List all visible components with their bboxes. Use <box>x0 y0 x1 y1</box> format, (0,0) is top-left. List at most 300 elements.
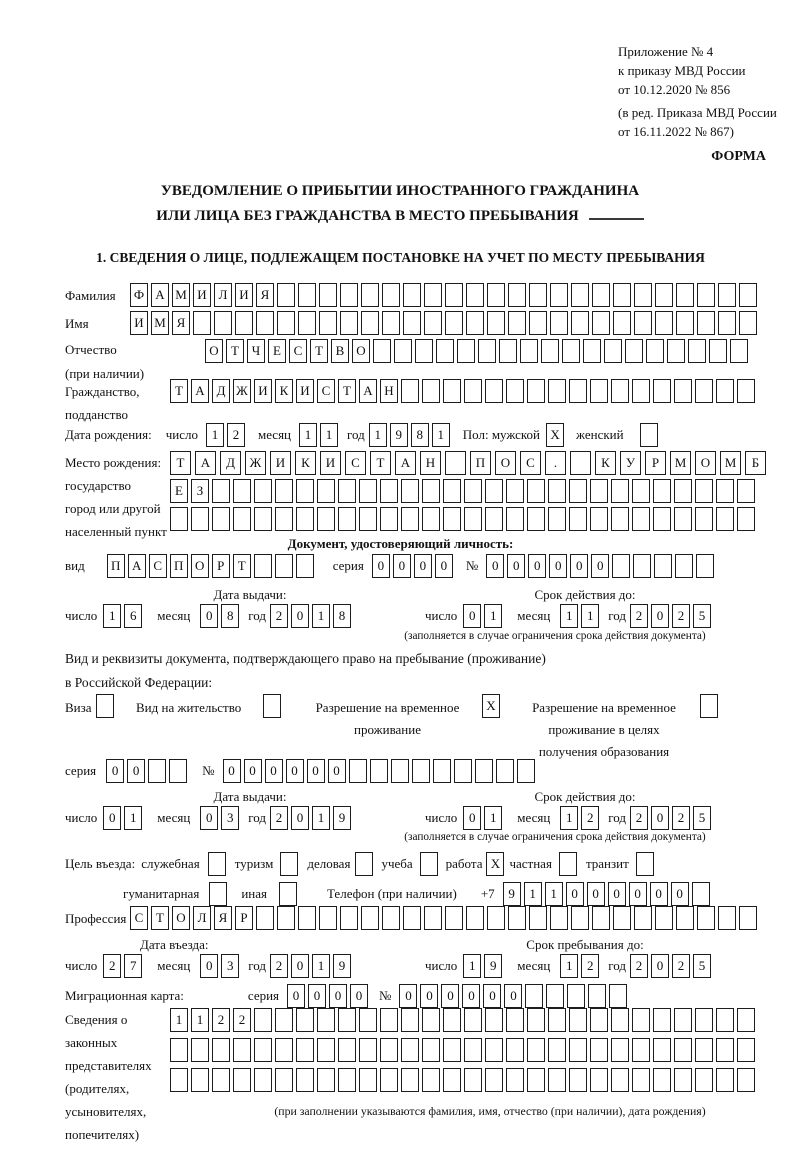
char-cell <box>716 1008 734 1032</box>
char-cell <box>464 479 482 503</box>
char-cell <box>529 283 547 307</box>
char-cell: 2 <box>630 954 648 978</box>
representatives-label3: представителях <box>65 1058 152 1073</box>
char-cell: Т <box>226 339 244 363</box>
char-cell: 0 <box>463 604 481 628</box>
char-cell <box>674 1068 692 1092</box>
month-label: месяц <box>517 958 551 973</box>
purpose-sluzhebnaya-checkbox <box>208 852 226 876</box>
char-cell <box>317 1008 335 1032</box>
birth-place-row1-cells <box>170 451 770 475</box>
entry-purpose-row <box>65 852 657 876</box>
representatives-row3-cells <box>170 1068 758 1092</box>
char-cell <box>401 1008 419 1032</box>
char-cell: М <box>151 311 169 335</box>
permit-issue-date <box>65 806 354 830</box>
char-cell <box>424 906 442 930</box>
char-cell: 2 <box>672 954 690 978</box>
char-cell: 2 <box>233 1008 251 1032</box>
char-cell <box>592 311 610 335</box>
char-cell <box>445 283 463 307</box>
char-cell: М <box>670 451 691 475</box>
char-cell <box>674 1038 692 1062</box>
day-label: число <box>425 608 458 623</box>
birth-place-label3: город или другой <box>65 501 161 516</box>
char-cell <box>697 906 715 930</box>
doc-issue-month-cells <box>200 604 242 628</box>
char-cell <box>445 451 466 475</box>
char-cell <box>319 906 337 930</box>
series-label: серия <box>332 558 364 573</box>
char-cell <box>496 759 514 783</box>
char-cell <box>653 1068 671 1092</box>
char-cell: Л <box>193 906 211 930</box>
char-cell <box>655 311 673 335</box>
char-cell <box>275 1038 293 1062</box>
char-cell <box>445 906 463 930</box>
char-cell <box>443 1068 461 1092</box>
appendix-line: к приказу МВД России <box>618 63 746 78</box>
char-cell <box>254 1008 272 1032</box>
char-cell <box>391 759 409 783</box>
char-cell: 1 <box>432 423 450 447</box>
char-cell: Ф <box>130 283 148 307</box>
char-cell: 0 <box>570 554 588 578</box>
year-label: год <box>608 608 627 623</box>
stay-until-title: Срок пребывания до: <box>526 937 644 952</box>
char-cell <box>256 311 274 335</box>
char-cell: 1 <box>103 604 121 628</box>
char-cell <box>349 759 367 783</box>
char-cell <box>634 283 652 307</box>
char-cell: Ж <box>245 451 266 475</box>
char-cell: 0 <box>308 984 326 1008</box>
char-cell <box>737 1008 755 1032</box>
temp-residence-edu-line2: проживание в целях <box>548 722 660 737</box>
char-cell <box>443 379 461 403</box>
patronymic-cells <box>205 339 751 363</box>
char-cell: 0 <box>441 984 459 1008</box>
char-cell <box>170 507 188 531</box>
char-cell <box>212 479 230 503</box>
char-cell: 0 <box>328 759 346 783</box>
char-cell: 0 <box>291 954 309 978</box>
char-cell <box>233 507 251 531</box>
entry-purpose-row2 <box>123 882 713 906</box>
char-cell <box>632 1038 650 1062</box>
migration-card-label: Миграционная карта: <box>65 988 184 1003</box>
char-cell <box>359 479 377 503</box>
char-cell <box>697 311 715 335</box>
char-cell <box>567 984 585 1008</box>
char-cell <box>604 339 622 363</box>
char-cell: О <box>495 451 516 475</box>
month-label: месяц <box>257 427 292 442</box>
char-cell: И <box>320 451 341 475</box>
char-cell <box>550 906 568 930</box>
permit-issue-day-cells <box>103 806 145 830</box>
char-cell <box>508 906 526 930</box>
char-cell <box>466 906 484 930</box>
char-cell <box>676 906 694 930</box>
char-cell <box>548 479 566 503</box>
char-cell <box>233 1068 251 1092</box>
char-cell <box>506 1068 524 1092</box>
char-cell <box>625 339 643 363</box>
purpose-delovaya-checkbox <box>355 852 373 876</box>
stay-month-cells <box>560 954 602 978</box>
char-cell <box>254 1068 272 1092</box>
year-label: год <box>347 427 365 442</box>
year-label: год <box>608 810 627 825</box>
char-cell: Т <box>370 451 391 475</box>
representatives-label1: Сведения о <box>65 1012 128 1027</box>
char-cell: Л <box>214 283 232 307</box>
char-cell <box>634 906 652 930</box>
char-cell <box>632 379 650 403</box>
char-cell <box>548 1038 566 1062</box>
char-cell <box>653 507 671 531</box>
year-label: год <box>248 608 267 623</box>
phone-cells <box>503 882 713 906</box>
char-cell: 2 <box>672 604 690 628</box>
char-cell <box>632 1068 650 1092</box>
char-cell: Д <box>212 379 230 403</box>
char-cell <box>654 554 672 578</box>
char-cell <box>674 507 692 531</box>
char-cell: Р <box>212 554 230 578</box>
char-cell: О <box>191 554 209 578</box>
char-cell <box>613 283 631 307</box>
char-cell: 0 <box>608 882 626 906</box>
char-cell <box>634 311 652 335</box>
char-cell: 0 <box>651 806 669 830</box>
char-cell <box>401 1068 419 1092</box>
doc-issue-date <box>65 604 354 628</box>
char-cell <box>256 906 274 930</box>
permit-expiry-month-cells <box>560 806 602 830</box>
char-cell: М <box>172 283 190 307</box>
char-cell <box>424 283 442 307</box>
form-title-line2 <box>55 204 745 226</box>
char-cell <box>653 1008 671 1032</box>
stay-year-cells <box>630 954 714 978</box>
char-cell <box>338 507 356 531</box>
char-cell <box>457 339 475 363</box>
char-cell <box>653 1038 671 1062</box>
char-cell <box>737 379 755 403</box>
char-cell: 0 <box>566 882 584 906</box>
char-cell <box>422 1038 440 1062</box>
citizenship-cells <box>170 379 758 403</box>
residence-permit-label: Вид на жительство <box>136 700 242 715</box>
birth-place-row3-cells <box>170 507 758 531</box>
char-cell <box>485 1008 503 1032</box>
char-cell: 8 <box>333 604 351 628</box>
char-cell: 5 <box>693 954 711 978</box>
char-cell: 5 <box>693 604 711 628</box>
form-label: ФОРМА <box>711 149 766 164</box>
char-cell: 1 <box>124 806 142 830</box>
char-cell <box>525 984 543 1008</box>
char-cell: Е <box>268 339 286 363</box>
char-cell <box>695 479 713 503</box>
char-cell <box>632 1008 650 1032</box>
day-label: число <box>425 958 458 973</box>
char-cell: О <box>352 339 370 363</box>
doc-issue-day-cells <box>103 604 145 628</box>
char-cell <box>499 339 517 363</box>
doc-issue-year-cells <box>270 604 354 628</box>
char-cell <box>443 507 461 531</box>
appendix-line: от 10.12.2020 № 856 <box>618 82 731 97</box>
char-cell <box>382 311 400 335</box>
char-cell: П <box>170 554 188 578</box>
char-cell: 1 <box>312 604 330 628</box>
char-cell: Т <box>151 906 169 930</box>
char-cell: И <box>193 283 211 307</box>
representatives-note: (при заполнении указываются фамилия, имя, отчество (при наличии), дата рождения) <box>274 1104 706 1118</box>
char-cell: 0 <box>414 554 432 578</box>
char-cell: 1 <box>484 604 502 628</box>
char-cell <box>443 1008 461 1032</box>
char-cell <box>170 1038 188 1062</box>
char-cell <box>527 1038 545 1062</box>
citizenship-label: Гражданство, <box>65 384 140 399</box>
temp-residence-label <box>295 697 480 741</box>
sex-female-checkbox <box>640 423 658 447</box>
birth-place-row2-cells <box>170 479 758 503</box>
char-cell <box>716 1068 734 1092</box>
char-cell <box>296 1038 314 1062</box>
char-cell <box>445 311 463 335</box>
char-cell <box>613 311 631 335</box>
char-cell <box>611 479 629 503</box>
patronymic-label2: (при наличии) <box>65 366 145 381</box>
char-cell <box>170 1068 188 1092</box>
char-cell: 1 <box>524 882 542 906</box>
char-cell <box>254 479 272 503</box>
char-cell <box>737 479 755 503</box>
purpose-inaya-label: иная <box>241 886 267 901</box>
char-cell <box>588 984 606 1008</box>
stay-day-cells <box>463 954 505 978</box>
char-cell <box>571 311 589 335</box>
char-cell: С <box>520 451 541 475</box>
char-cell <box>569 1068 587 1092</box>
char-cell <box>478 339 496 363</box>
char-cell <box>296 507 314 531</box>
char-cell <box>380 507 398 531</box>
char-cell <box>695 379 713 403</box>
birth-place-label2: государство <box>65 478 131 493</box>
char-cell: Я <box>256 283 274 307</box>
char-cell <box>361 283 379 307</box>
char-cell: 0 <box>286 759 304 783</box>
char-cell <box>548 1068 566 1092</box>
char-cell <box>695 1038 713 1062</box>
char-cell: С <box>317 379 335 403</box>
residence-series-row <box>65 759 538 783</box>
char-cell: 0 <box>350 984 368 1008</box>
char-cell <box>609 984 627 1008</box>
char-cell <box>340 906 358 930</box>
purpose-turizm-label: туризм <box>234 856 274 871</box>
char-cell <box>487 906 505 930</box>
char-cell <box>466 311 484 335</box>
appendix-note <box>618 42 777 141</box>
birth-place-label4: населенный пункт <box>65 524 167 539</box>
char-cell <box>674 379 692 403</box>
migration-series-cells <box>287 984 371 1008</box>
char-cell <box>653 379 671 403</box>
char-cell: 1 <box>484 806 502 830</box>
char-cell: 0 <box>223 759 241 783</box>
char-cell: 1 <box>312 954 330 978</box>
birth-month-cells <box>299 423 341 447</box>
char-cell: 1 <box>312 806 330 830</box>
char-cell: 1 <box>581 604 599 628</box>
char-cell: . <box>545 451 566 475</box>
char-cell <box>550 283 568 307</box>
char-cell <box>485 379 503 403</box>
char-cell <box>676 283 694 307</box>
purpose-gumanitarnaya-label: гуманитарная <box>123 886 200 901</box>
char-cell: П <box>107 554 125 578</box>
char-cell <box>422 379 440 403</box>
char-cell: 2 <box>672 806 690 830</box>
char-cell <box>193 311 211 335</box>
char-cell <box>739 283 757 307</box>
char-cell: 1 <box>545 882 563 906</box>
char-cell <box>361 311 379 335</box>
char-cell: 0 <box>435 554 453 578</box>
char-cell <box>548 379 566 403</box>
char-cell: 2 <box>630 604 648 628</box>
purpose-ucheba-checkbox <box>420 852 438 876</box>
char-cell <box>296 554 314 578</box>
char-cell <box>716 379 734 403</box>
representatives-row1-cells <box>170 1008 758 1032</box>
char-cell <box>737 1038 755 1062</box>
char-cell <box>296 1008 314 1032</box>
char-cell <box>415 339 433 363</box>
char-cell: 0 <box>291 604 309 628</box>
doc-type-label: вид <box>65 558 85 573</box>
doc-series-cells <box>372 554 456 578</box>
doc-issue-title: Дата выдачи: <box>213 587 287 602</box>
temp-residence-edu-checkbox <box>700 694 718 718</box>
char-cell: 0 <box>372 554 390 578</box>
name-label: Имя <box>65 316 89 331</box>
residence-permit-checkbox <box>263 694 281 718</box>
blank-line <box>589 204 644 220</box>
doc-expiry-note: (заполняется в случае ограничения срока действия документа) <box>404 630 706 642</box>
stay-until-date <box>425 954 714 978</box>
char-cell <box>611 1038 629 1062</box>
char-cell <box>401 1038 419 1062</box>
char-cell: 0 <box>462 984 480 1008</box>
purpose-turizm-checkbox <box>280 852 298 876</box>
char-cell: 0 <box>329 984 347 1008</box>
char-cell <box>592 283 610 307</box>
char-cell <box>443 1038 461 1062</box>
char-cell <box>298 906 316 930</box>
permit-issue-title: Дата выдачи: <box>213 789 287 804</box>
sex-male-label: Пол: мужской <box>462 427 541 442</box>
char-cell <box>569 379 587 403</box>
char-cell <box>709 339 727 363</box>
surname-cells <box>130 283 760 307</box>
visa-checkbox <box>96 694 114 718</box>
char-cell <box>590 479 608 503</box>
purpose-rabota-label: работа <box>445 856 483 871</box>
entry-date-title: Дата въезда: <box>140 937 209 952</box>
permit-expiry-year-cells <box>630 806 714 830</box>
doc-expiry-date <box>425 604 714 628</box>
char-cell <box>583 339 601 363</box>
char-cell <box>739 906 757 930</box>
char-cell: О <box>695 451 716 475</box>
char-cell <box>571 283 589 307</box>
char-cell: 0 <box>103 806 121 830</box>
temp-residence-checkbox: X <box>482 694 500 718</box>
char-cell <box>296 479 314 503</box>
char-cell: 0 <box>650 882 668 906</box>
char-cell: 1 <box>560 954 578 978</box>
char-cell: 0 <box>504 984 522 1008</box>
char-cell <box>394 339 412 363</box>
char-cell <box>612 554 630 578</box>
char-cell <box>277 311 295 335</box>
char-cell <box>380 479 398 503</box>
char-cell <box>412 759 430 783</box>
char-cell <box>254 1038 272 1062</box>
temp-residence-edu-line1: Разрешение на временное <box>532 700 676 715</box>
day-label: число <box>165 427 198 442</box>
char-cell: 1 <box>299 423 317 447</box>
char-cell: А <box>191 379 209 403</box>
form-title-line1: УВЕДОМЛЕНИЕ О ПРИБЫТИИ ИНОСТРАННОГО ГРАЖДАНИНА <box>160 183 640 199</box>
char-cell: З <box>191 479 209 503</box>
char-cell: А <box>395 451 416 475</box>
char-cell <box>401 479 419 503</box>
permit-expiry-day-cells <box>463 806 505 830</box>
char-cell <box>191 1068 209 1092</box>
char-cell: Т <box>170 451 191 475</box>
day-label: число <box>65 608 98 623</box>
day-label: число <box>65 810 98 825</box>
char-cell: 1 <box>560 806 578 830</box>
char-cell: 0 <box>291 806 309 830</box>
char-cell <box>275 507 293 531</box>
char-cell <box>590 1008 608 1032</box>
char-cell <box>548 1008 566 1032</box>
char-cell <box>688 339 706 363</box>
char-cell <box>466 283 484 307</box>
char-cell <box>275 554 293 578</box>
year-label: год <box>248 958 267 973</box>
char-cell: 9 <box>484 954 502 978</box>
char-cell <box>319 311 337 335</box>
char-cell: С <box>289 339 307 363</box>
day-label: число <box>65 958 98 973</box>
char-cell <box>338 1038 356 1062</box>
doc-expiry-month-cells <box>560 604 602 628</box>
char-cell <box>655 906 673 930</box>
char-cell: С <box>149 554 167 578</box>
char-cell <box>454 759 472 783</box>
